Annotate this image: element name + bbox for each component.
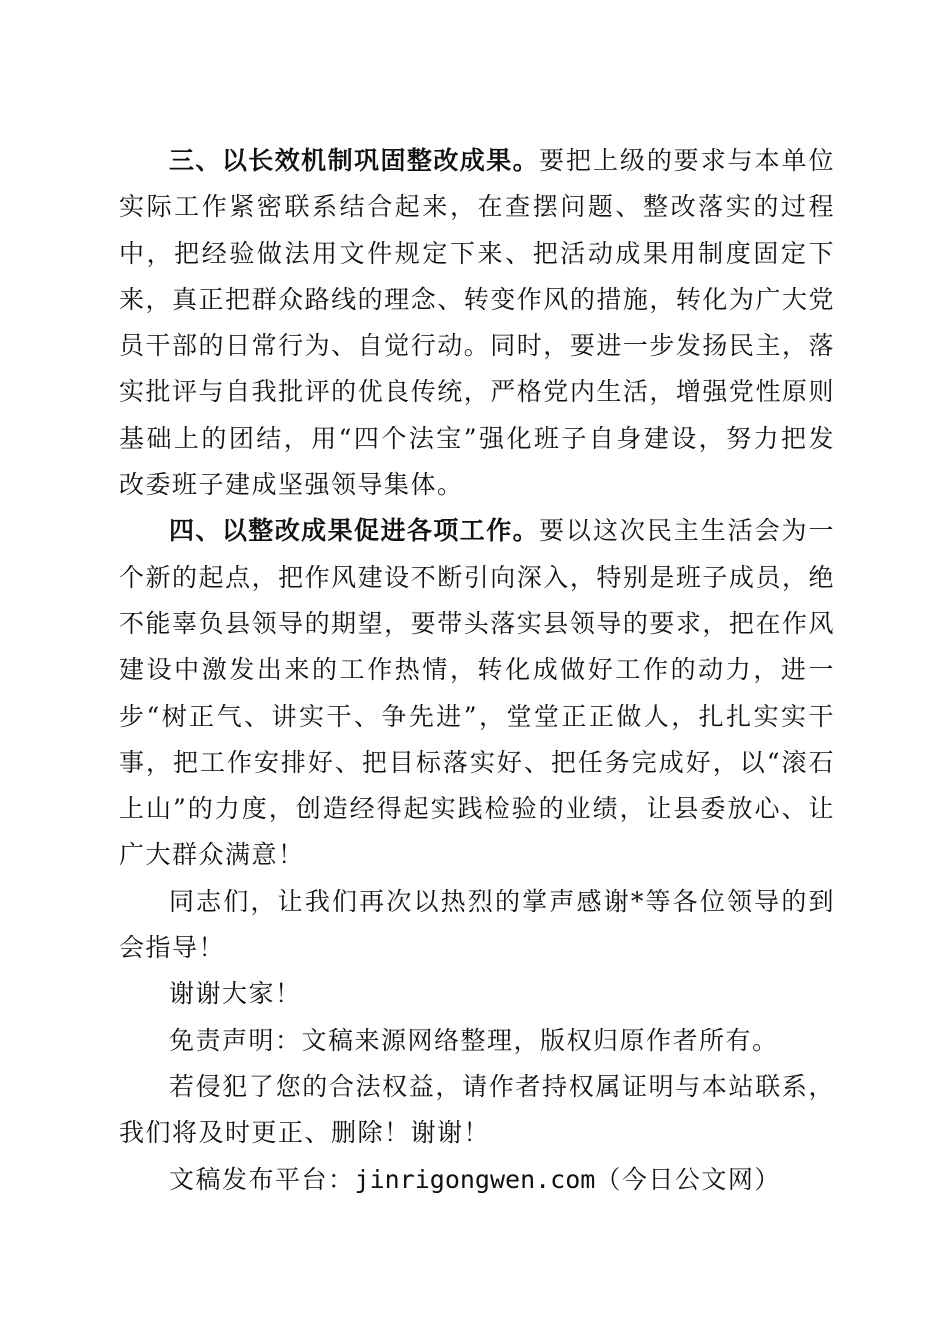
section-four-heading: 四、以整改成果促进各项工作。 [169, 516, 540, 546]
thanks-line: 谢谢大家！ [169, 979, 302, 1009]
closing-paragraph: 同志们，让我们再次以热烈的掌声感谢*等各位领导的到会指导！ [119, 886, 835, 963]
platform-label: 文稿发布平台： [169, 1164, 355, 1194]
document-body [119, 138, 835, 1203]
section-three-heading: 三、以长效机制巩固整改成果。 [169, 146, 540, 175]
platform-name: （今日公文网） [595, 1164, 781, 1194]
infringement-notice: 若侵犯了您的合法权益，请作者持权属证明与本站联系，我们将及时更正、删除！谢谢！ [119, 1071, 835, 1148]
section-four-text: 要以这次民主生活会为一个新的起点，把作风建设不断引向深入，特别是班子成员，绝不能辜负县领导的期望，要带头落实县领导的要求，把在作风建设中激发出来的工作热情，转化成做好工作的动力，进一步“树正气、讲实干、争先进”，堂堂正正做人，扎扎实实干事，把工作安排好、把目标落实好、把任务完成好，以“滚石上山”的力度，创造经得起实践检验的业绩，让县委放心、让广大群众满意！ [119, 516, 835, 870]
section-three-paragraph [119, 138, 835, 508]
section-four-paragraph [119, 508, 835, 878]
platform-url: jinrigongwen.com [354, 1164, 596, 1194]
section-three-text: 要把上级的要求与本单位实际工作紧密联系结合起来，在查摆问题、整改落实的过程中，把经验做法用文件规定下来、把活动成果用制度固定下来，真正把群众路线的理念、转变作风的措施，转化为广大党员干部的日常行为、自觉行动。同时，要进一步发扬民主，落实批评与自我批评的优良传统，严格党内生活，增强党性原则基础上的团结，用“四个法宝”强化班子自身建设，努力把发改委班子建成坚强领导集体。 [119, 146, 835, 500]
platform-line [119, 1157, 835, 1203]
disclaimer-line: 免责声明：文稿来源网络整理，版权归原作者所有。 [169, 1025, 779, 1055]
